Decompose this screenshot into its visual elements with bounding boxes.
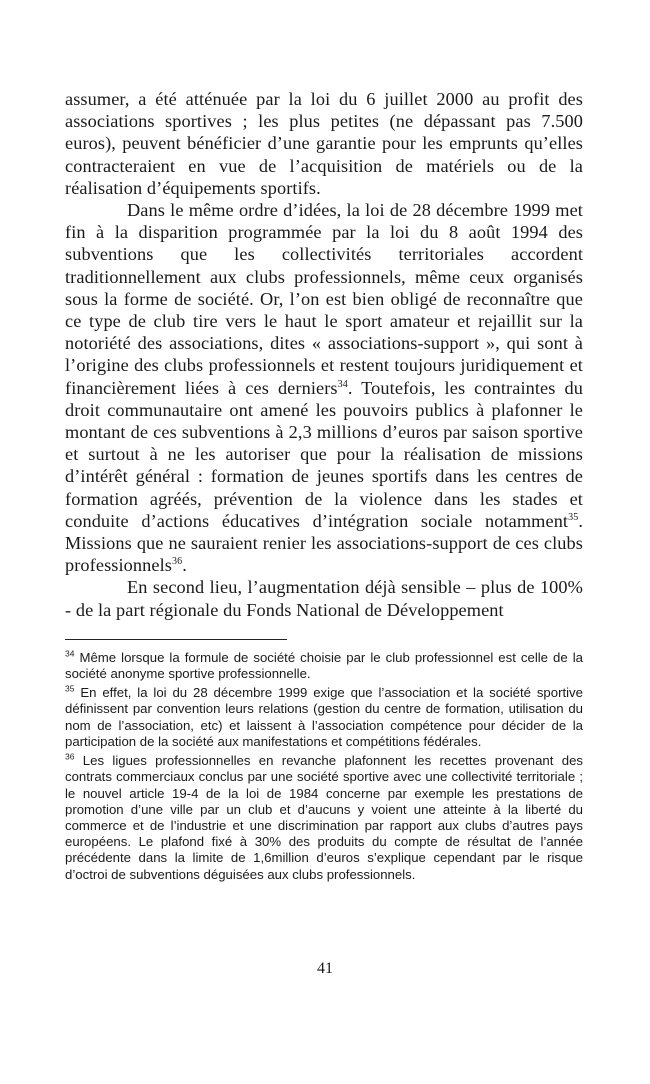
- document-page: [65, 88, 583, 886]
- footnote-ref-34[interactable]: 34: [337, 378, 348, 390]
- footnote-36: [65, 753, 583, 883]
- paragraph-text: . Missions que ne sauraient renier les associations-support de ces clubs professionnels: [65, 510, 583, 576]
- footnote-34: [65, 650, 583, 682]
- paragraph-3: [65, 576, 583, 620]
- paragraph-text: Dans le même ordre d’idées, la loi de 28 décembre 1999 met fin à la disparition programmée par la loi du 8 août 1994 des subventions que les collectivités territoriales accordent traditionnellement aux clubs professionnels, même ceux organisés sous la forme de société. Or, l’on est bien obligé de reconnaître que ce type de club tire vers le haut le sport amateur et rejaillit sur la notoriété des associations, dites « associations-support », qui sont à l’origine des clubs professionnels et restent toujours juridiquement et financièrement liées à ces derniers: [65, 200, 583, 398]
- footnote-ref-35[interactable]: 35: [568, 511, 579, 523]
- footnote-number: 36: [65, 751, 75, 762]
- paragraph-1: [65, 88, 583, 199]
- footnote-ref-36[interactable]: 36: [172, 556, 183, 568]
- paragraph-text: En second lieu, l’augmentation déjà sensible – plus de 100% - de la part régionale du Fonds National de Développement: [65, 577, 583, 620]
- paragraph-text: . Toutefois, les contraintes du droit communautaire ont amené les pouvoirs publics à plafonner le montant de ces subventions à 2,3 millions d’euros par saison sportive et surtout à ne les autoriser que pour la réalisation de missions d’intérêt général : formation de jeunes sportifs dans les centres de formation agréés, prévention de la violence dans les stades et conduite d’actions éducatives d’intégration sociale notamment: [65, 377, 583, 531]
- paragraph-text: assumer, a été atténuée par la loi du 6 juillet 2000 au profit des associations sportives ; les plus petites (ne dépassant pas 7.500 euros), peuvent bénéficier d’une garantie pour les emprunts qu’elles contracteraient en vue de l’acquisition de matériels ou de la réalisation d’équipements sportifs.: [65, 89, 583, 198]
- footnote-separator: [65, 639, 287, 640]
- footnote-35: [65, 685, 583, 750]
- paragraph-text: .: [182, 555, 187, 576]
- footnote-number: 35: [65, 683, 75, 694]
- footnote-number: 34: [65, 648, 75, 659]
- page-number: 41: [317, 960, 333, 977]
- footnote-text: Les ligues professionnelles en revanche plafonnent les recettes provenant des contrats commerciaux conclus par une société sportive avec une collectivité territoriale ; le nouvel article 19-4 de la loi de 1984 concerne par exemple les prestations de promotion d’une ville par un club et d’aucuns y voient une atteinte à la liberté du commerce et de l’industrie et une discrimination par rapport aux clubs d’autres pays européens. Le plafond fixé à 30% des produits du compte de résultat de l’année précédente dans la limite de 1,6million d’euros s’explique cependant par le risque d’octroi de subventions déguisées aux clubs professionnels.: [65, 753, 583, 882]
- footnotes: [65, 650, 583, 883]
- paragraph-2: [65, 199, 583, 576]
- footnote-text: En effet, la loi du 28 décembre 1999 exige que l’association et la société sportive définissent par convention leurs relations (gestion du centre de formation, utilisation du nom de l’association, etc) et laissent à l’association compétence pour décider de la participation de la société aux manifestations et compétitions fédérales.: [65, 685, 583, 749]
- main-text: [65, 88, 583, 621]
- footnote-text: Même lorsque la formule de société choisie par le club professionnel est celle de la société anonyme sportive professionnelle.: [65, 649, 583, 682]
